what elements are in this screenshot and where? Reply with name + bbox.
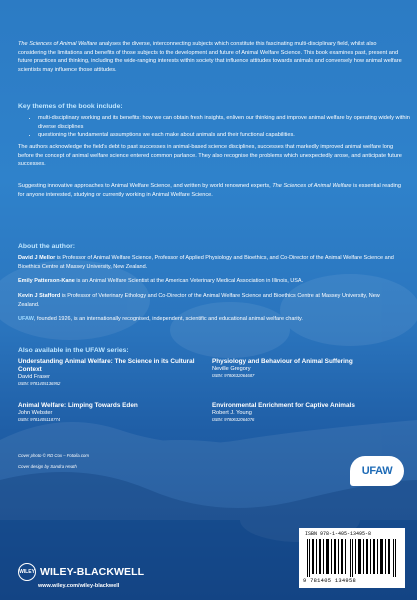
list-item: • multi-disciplinary working and its benefits: how we can obtain fresh insights, enliven our thinking and improve animal welfare by operating widely within diverse disciplines: [38, 114, 412, 131]
book-author: John Webster: [18, 410, 53, 416]
series-book: [212, 402, 402, 423]
suggesting-paragraph: Suggesting innovative approaches to Animal Welfare Science, and written by world renowned experts, The Sciences of Animal Welfare is essential reading for anyone interested, studying or currently working in Animal Welfare Science.: [18, 183, 401, 198]
themes-list: [26, 114, 412, 140]
book-isbn: ISBN: 9781405136952: [18, 381, 61, 387]
publisher-name: WILEY-BLACKWELL: [40, 566, 145, 578]
intro-paragraph: The Sciences of Animal Welfare analyses the diverse, interconnecting subjects which constitute this fascinating multi-disciplinary field, whilst also considering the limitations and benefits of those subjects to the development and future of Animal Welfare Science. This book examines past, present and future practices and thinking, including the wide-ranging interests within society that influence attitudes towards animals and conversely how animal welfare scientists may influence those attitudes.: [18, 41, 402, 73]
wiley-blackwell-logo: [18, 563, 144, 581]
also-available-heading: Also available in the UFAW series:: [18, 347, 129, 354]
author-bio: Emily Patterson-Kane is an Animal Welfare Scientist at the American Veterinary Medical Association in Illinois, USA.: [18, 278, 304, 284]
book-author: Robert J. Young: [212, 410, 252, 416]
book-isbn: ISBN: 9780632064687: [212, 373, 255, 379]
themes-heading: Key themes of the book include:: [18, 103, 123, 110]
book-title: Physiology and Behaviour of Animal Suffering: [212, 358, 353, 365]
book-title: Animal Welfare: Limping Towards Eden: [18, 402, 138, 409]
book-title: Environmental Enrichment for Captive Animals: [212, 402, 355, 409]
barcode-digits: 9 781405 134958: [303, 578, 357, 584]
debt-paragraph: The authors acknowledge the field's debt to past successes in animal-based science disciplines, successes that markedly improved animal welfare long before the concept of animal welfare science entered common parlance. They also recognise the problems which unexpectedly arose, and anticipate future successes.: [18, 144, 402, 168]
book-author: Neville Gregory: [212, 366, 251, 372]
wiley-mark-icon: WILEY: [18, 563, 36, 581]
series-book: [212, 358, 402, 379]
list-item: • questioning the fundamental assumptions we each make about animals and their functional capabilities.: [38, 131, 412, 140]
book-isbn: ISBN: 9780632064076: [212, 417, 255, 423]
author-bio: David J Mellor is Professor of Animal Welfare Science, Professor of Applied Physiology and Bioethics, and Co-Director of the Animal Welfare Science and Bioethics Centre at Massey University, New Zealand.: [18, 255, 394, 270]
barcode-isbn-label: ISBN 978-1-405-13495-8: [305, 531, 372, 537]
series-book: [18, 402, 208, 423]
ufaw-logo: UFAW: [350, 456, 404, 486]
cover-photo-credit: Cover photo © RD Cox – Fotolia.com: [18, 453, 89, 458]
about-author-heading: About the author:: [18, 243, 76, 250]
barcode: [299, 528, 405, 588]
ufaw-description: UFAW, founded 1926, is an internationally recognised, independent, scientific and educational animal welfare charity.: [18, 316, 303, 322]
author-bio: Kevin J Stafford is Professor of Veterinary Ethology and Co-Director of the Animal Welfare Science and Bioethics Centre at Massey University, New Zealand.: [18, 293, 380, 308]
book-author: David Fraser: [18, 374, 51, 380]
series-book: [18, 358, 198, 387]
book-isbn: ISBN: 9781405118774: [18, 417, 61, 423]
cover-design-credit: Cover design by Sandra Heath: [18, 464, 77, 469]
publisher-url: www.wiley.com/wiley-blackwell: [38, 583, 120, 589]
barcode-bars: [305, 539, 399, 577]
book-title: Understanding Animal Welfare: The Science in its Cultural Context: [18, 358, 195, 373]
